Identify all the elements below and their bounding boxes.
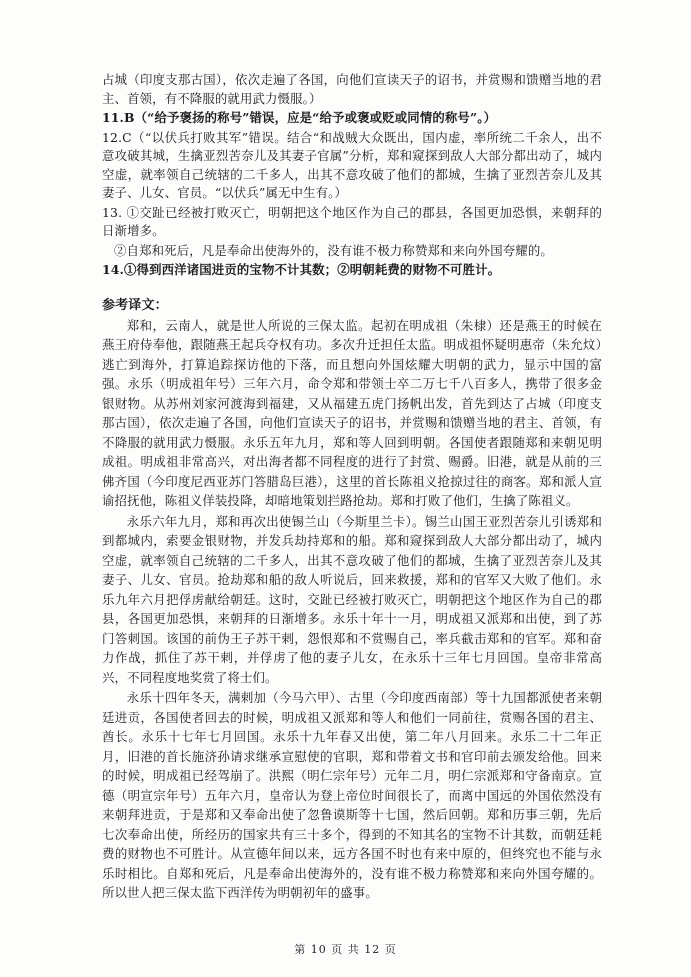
page-number-footer: 第 10 页 共 12 页 xyxy=(294,943,397,956)
answer-14: 14.①得到西洋诸国进贡的宝物不计其数；②明朝耗费的财物不可胜计。 xyxy=(102,262,501,277)
translation-heading: 参考译文： xyxy=(102,297,168,313)
translation-paragraph-3: 永乐十四年冬天，满剌加（今马六甲）、古里（今印度西南部）等十九国都派使者来朝廷进贡，各国使者回去的时候，明成祖又派郑和等人和他们一同前往，赏赐各国的君主、酋长。永乐十七年七月回国。永乐十九年春又出使，第二年八月回来。永乐二十二年正月，旧港的首长施济孙请求继承宣慰使的官职，郑和带着文书和官印前去颁发给他。回来的时候，明成祖已经驾崩了。洪熙（明仁宗年号）元年二月，明仁宗派郑和守备南京。宣德（明宣宗年号）五年六月，皇帝认为登上帝位时间很长了，而离中国远的外国依然没有来朝拜进贡，于是郑和又奉命出使了忽鲁谟斯等十七国，然后回朝。郑和历事三朝，先后七次奉命出使，所经历的国家共有三十多个，得到的不知其名的宝物不计其数，而朝廷耗费的财物也不可胜计。从宣德年间以来，远方各国不时也有来中原的，但终究也不能与永乐时相比。自郑和死后，凡是奉命出使海外的，没有谁不极力称赞郑和来向外国夸耀的。所以世人把三保太监下西洋传为明朝初年的盛事。 xyxy=(102,690,602,900)
answer-12: 12.C（“以伏兵打败其军”错误。结合“和战贼大众既出，国内虚，率所统二千余人，出不意攻破其城，生擒亚烈苦奈儿及其妻子官属”分析，郑和窥探到敌人大部分都出动了，城内空虚，就率领自己统辖的二千多人，出其不意攻破了他们的都城，生擒了亚烈苦奈儿及其妻子、儿女、官员。“以伏兵”属无中生有。） xyxy=(102,129,602,200)
translation-paragraph-1: 郑和，云南人，就是世人所说的三保太监。起初在明成祖（朱棣）还是燕王的时候在燕王府侍奉他，跟随燕王起兵夺权有功。多次升迁担任太监。明成祖怀疑明惠帝（朱允炆）逃亡到海外，打算追踪探访他的下落，而且想向外国炫耀大明朝的武力，显示中国的富强。永乐（明成祖年号）三年六月，命令郑和带领士卒二万七千八百多人，携带了很多金银财物。从苏州刘家河渡海到福建，又从福建五虎门扬帆出发，首先到达了占城（印度支那古国），依次走遍了各国，向他们宣读天子的诏书，并赏赐和馈赠当地的君主、首领，有不降服的就用武力慑服。永乐五年九月，郑和等人回到明朝。各国使者跟随郑和来朝见明成祖。明成祖非常高兴，对出海者都不同程度的进行了封赏、赐爵。旧港，就是从前的三佛齐国（今印度尼西亚苏门答腊岛巨港），这里的首长陈祖义抢掠过往的商客。郑和派人宣谕招抚他，陈祖义佯装投降，却暗地策划拦路抢劫。郑和打败了他们，生擒了陈祖义。 xyxy=(102,317,602,508)
answer-11: 11.B（“给予褒扬的称号”错误，应是“给予或褒或贬或同情的称号”。） xyxy=(102,110,497,125)
answer-section xyxy=(102,71,602,280)
translation-paragraph-2: 永乐六年九月，郑和再次出使锡兰山（今斯里兰卡）。锡兰山国王亚烈苦奈儿引诱郑和到都城内，索要金银财物，并发兵劫持郑和的船。郑和窥探到敌人大部分都出动了，城内空虚，就率领自己统辖的二千多人，出其不意攻破了他们的都城，生擒了亚烈苦奈儿及其妻子、儿女、官员。抢劫郑和船的敌人听说后，回来救援，郑和的官军又大败了他们。永乐九年六月把俘虏献给朝廷。这时，交趾已经被打败灭亡，明朝把这个地区作为自己的郡县，各国更加恐惧，来朝拜的日渐增多。永乐十年十一月，明成祖又派郑和出使，到了苏门答刺国。该国的前伪王子苏干剌，怨恨郑和不赏赐自己，率兵截击郑和的官军。郑和奋力作战，抓住了苏干剌，并俘虏了他的妻子儿女，在永乐十三年七月回国。皇帝非常高兴，不同程度地奖赏了将士们。 xyxy=(102,513,602,685)
answer-continuation: 占城（印度支那古国），依次走遍了各国，向他们宣读天子的诏书，并赏赐和馈赠当地的君主、首领，有不降服的就用武力慑服。） xyxy=(102,72,602,106)
translation-section xyxy=(102,316,602,903)
page-content xyxy=(102,71,602,903)
answer-13-part1: 13. ①交趾已经被打败灭亡，明朝把这个地区作为自己的郡县，各国更加恐惧，来朝拜的日渐增多。 xyxy=(102,204,602,238)
answer-13-part2: ②自郑和死后，凡是奉命出使海外的，没有谁不极力称赞郑和来向外国夸耀的。 xyxy=(114,242,553,258)
